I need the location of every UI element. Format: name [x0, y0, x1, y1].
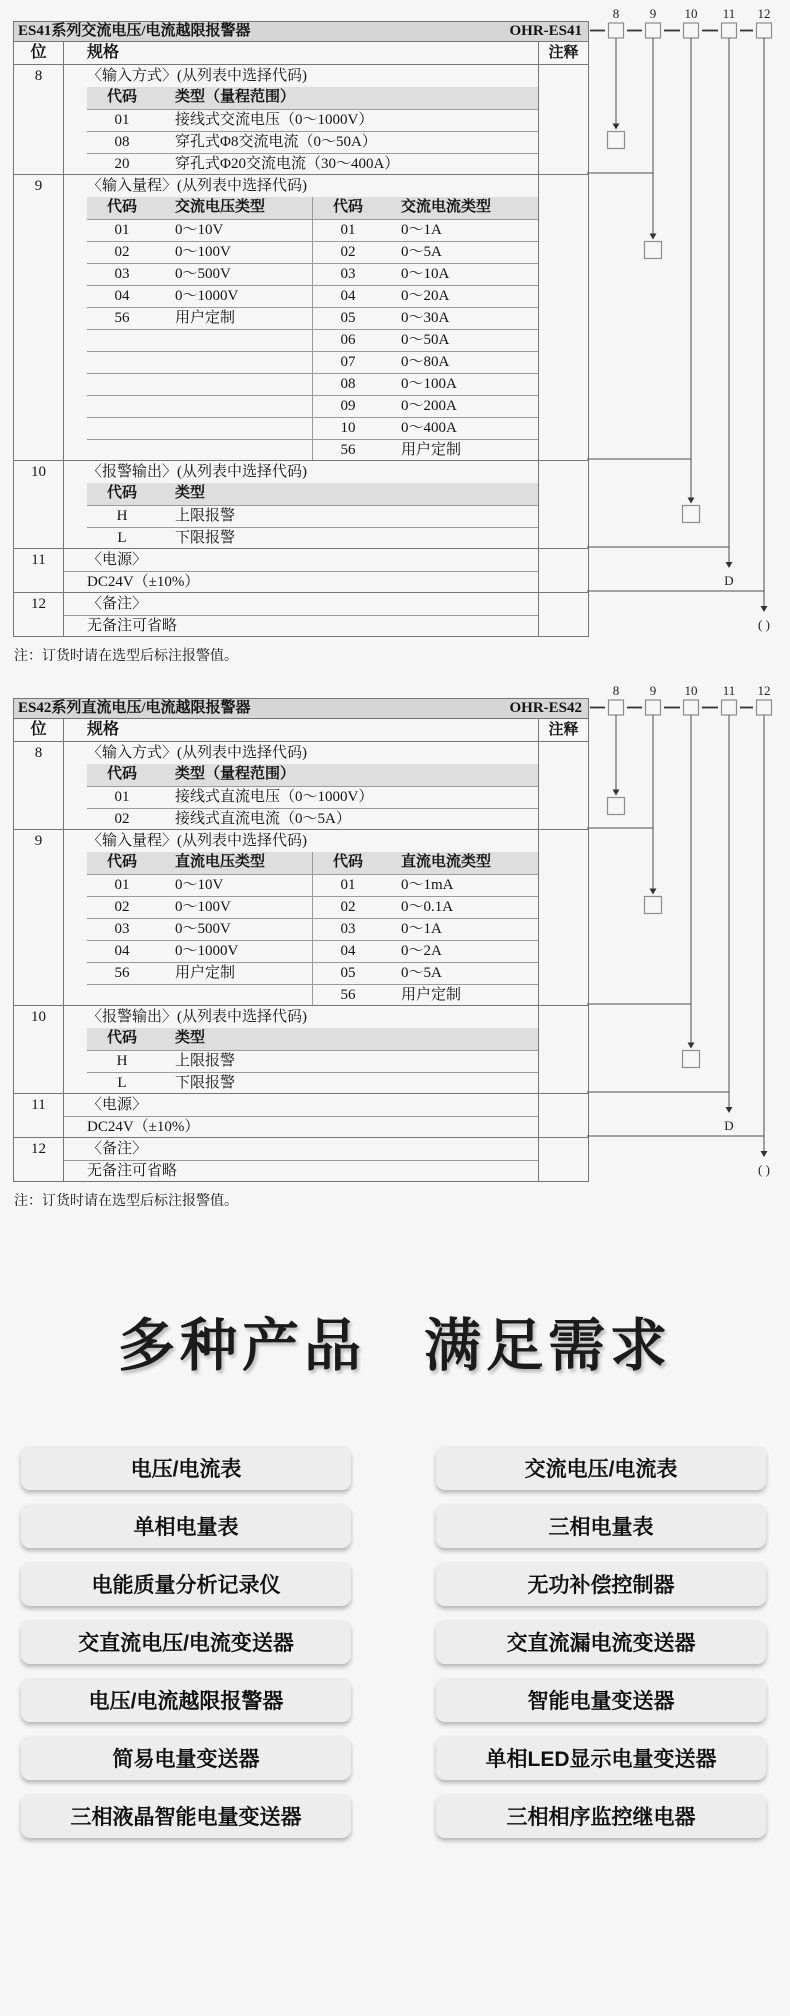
code-cell: 02: [114, 811, 130, 827]
table-model-code: OHR-ES41: [509, 23, 582, 39]
type-cell: 用户定制: [175, 310, 236, 326]
type-cell: 0～5A: [401, 965, 442, 981]
type-header-cell: 类型（量程范围）: [175, 89, 296, 105]
section-pos-number: 10: [14, 461, 64, 548]
code-header-cell: 代码: [106, 766, 137, 782]
code-cell: 10: [340, 420, 356, 436]
product-button[interactable]: 电能质量分析记录仪: [21, 1562, 351, 1606]
type-cell: 接线式直流电流（0～5A）: [175, 811, 351, 827]
section-pos-number: 8: [14, 65, 64, 174]
product-button[interactable]: 交直流漏电流变送器: [436, 1620, 766, 1664]
type-cell: 0～30A: [401, 310, 450, 326]
code-cell: 05: [340, 310, 356, 326]
code-header-cell: 代码: [106, 199, 137, 215]
code-cell: H: [116, 508, 128, 524]
svg-text:8: 8: [612, 6, 620, 21]
code-cell: 01: [114, 877, 130, 893]
code-cell: 08: [114, 134, 130, 150]
svg-text:10: 10: [684, 6, 698, 21]
type-cell: 用户定制: [175, 965, 236, 981]
code-cell: 03: [114, 266, 130, 282]
section-pos-number: 9: [14, 175, 64, 460]
svg-text:D: D: [724, 1118, 734, 1133]
product-button[interactable]: 智能电量变送器: [436, 1678, 766, 1722]
product-button-grid: [21, 1446, 767, 1852]
product-button-row: [21, 1736, 767, 1780]
type-cell: 穿孔式Φ20交流电流（30～400A）: [175, 156, 400, 172]
product-button[interactable]: 三相电量表: [436, 1504, 766, 1548]
product-button[interactable]: 三相液晶智能电量变送器: [21, 1794, 351, 1838]
type-cell: 0～5A: [401, 244, 442, 260]
type-cell: 0～100V: [175, 244, 231, 260]
section-header-label: 〈电源〉: [87, 1097, 148, 1113]
type-cell: 接线式直流电压（0～1000V）: [175, 789, 374, 805]
type-cell: 0～80A: [401, 354, 450, 370]
banner-word-right: 满足需求: [424, 1314, 672, 1378]
type-cell: 上限报警: [175, 508, 236, 524]
code-cell: 03: [340, 266, 356, 282]
type-header-cell: 类型（量程范围）: [175, 766, 296, 782]
column-header-spec: 规格: [64, 42, 539, 64]
table-footnote: 注：订货时请在选型后标注报警值。: [14, 649, 238, 664]
type-cell: 下限报警: [175, 1075, 236, 1091]
product-button[interactable]: 单相LED显示电量变送器: [436, 1736, 766, 1780]
code-cell: 07: [340, 354, 356, 370]
type-cell: 0～400A: [401, 420, 457, 436]
code-header-cell: 代码: [332, 199, 363, 215]
column-header-note: 注释: [548, 722, 579, 738]
plain-value-line: DC24V（±10%）: [64, 1116, 538, 1137]
table-title: ES42系列直流电压/电流越限报警器: [18, 700, 251, 716]
code-cell: 08: [340, 376, 356, 392]
section-header-label: 〈输入方式〉(从列表中选择代码): [87, 745, 307, 761]
type-cell: 穿孔式Φ8交流电流（0～50A）: [175, 134, 377, 150]
code-cell: 02: [340, 244, 356, 260]
code-cell: 01: [114, 112, 130, 128]
type-header-cell: 交流电流类型: [401, 199, 492, 215]
code-cell: 02: [114, 899, 130, 915]
plain-value-line: 无备注可省略: [64, 1160, 538, 1181]
column-header-spec: 规格: [64, 719, 539, 741]
product-button-row: [21, 1562, 767, 1606]
type-cell: 用户定制: [401, 442, 462, 458]
product-button-row: [21, 1678, 767, 1722]
code-cell: 06: [340, 332, 356, 348]
ordering-code-diagram: [0, 680, 790, 1206]
code-cell: 56: [340, 442, 356, 458]
banner-word-left: 多种产品: [118, 1314, 366, 1378]
code-cell: 05: [340, 965, 356, 981]
section-header-label: 〈输入量程〉(从列表中选择代码): [87, 833, 307, 849]
type-cell: 0～1000V: [175, 943, 239, 959]
section-pos-number: 12: [14, 593, 64, 636]
section-pos-number: 11: [14, 549, 64, 592]
column-header-note: 注释: [548, 45, 579, 61]
code-cell: H: [116, 1053, 128, 1069]
product-button[interactable]: 简易电量变送器: [21, 1736, 351, 1780]
svg-text:9: 9: [649, 683, 657, 698]
plain-value-line: DC24V（±10%）: [64, 571, 538, 592]
code-cell: 56: [114, 310, 130, 326]
section-pos-number: 11: [14, 1094, 64, 1137]
svg-text:10: 10: [684, 683, 698, 698]
section-pos-number: 8: [14, 742, 64, 829]
banner-heading: [0, 1285, 790, 1397]
code-cell: L: [117, 1075, 127, 1091]
code-cell: 09: [340, 398, 356, 414]
code-header-cell: 代码: [106, 485, 137, 501]
svg-text:12: 12: [757, 683, 771, 698]
product-button[interactable]: 交直流电压/电流变送器: [21, 1620, 351, 1664]
type-cell: 上限报警: [175, 1053, 236, 1069]
code-cell: 01: [340, 877, 356, 893]
code-header-cell: 代码: [106, 1030, 137, 1046]
code-cell: 03: [340, 921, 356, 937]
svg-text:11: 11: [722, 6, 736, 21]
product-button-row: [21, 1794, 767, 1838]
type-cell: 0～500V: [175, 266, 231, 282]
product-button[interactable]: 三相相序监控继电器: [436, 1794, 766, 1838]
type-cell: 0～10V: [175, 877, 224, 893]
table-footnote: 注：订货时请在选型后标注报警值。: [14, 1194, 238, 1209]
code-cell: 01: [114, 222, 130, 238]
type-header-cell: 类型: [175, 1030, 206, 1046]
type-header-cell: 直流电流类型: [401, 854, 492, 870]
column-header-pos: 位: [14, 42, 64, 64]
product-button[interactable]: 电压/电流越限报警器: [21, 1678, 351, 1722]
product-button[interactable]: 电压/电流表: [21, 1446, 351, 1490]
type-cell: 0～0.1A: [401, 899, 454, 915]
code-cell: 56: [340, 987, 356, 1003]
type-cell: 0～2A: [401, 943, 442, 959]
ordering-code-diagram: [0, 3, 790, 661]
plain-value-line: 无备注可省略: [64, 615, 538, 636]
type-cell: 0～50A: [401, 332, 450, 348]
code-cell: 04: [340, 943, 356, 959]
section-header-label: 〈报警输出〉(从列表中选择代码): [87, 464, 307, 480]
code-cell: 03: [114, 921, 130, 937]
code-cell: 04: [114, 943, 130, 959]
section-header-label: 〈输入量程〉(从列表中选择代码): [87, 178, 307, 194]
svg-text:8: 8: [612, 683, 620, 698]
product-button[interactable]: 无功补偿控制器: [436, 1562, 766, 1606]
table-title: ES41系列交流电压/电流越限报警器: [18, 23, 251, 39]
code-cell: 04: [340, 288, 356, 304]
code-cell: 02: [114, 244, 130, 260]
type-cell: 0～1A: [401, 222, 442, 238]
section-pos-number: 9: [14, 830, 64, 1005]
type-cell: 0～10V: [175, 222, 224, 238]
type-header-cell: 类型: [175, 485, 206, 501]
type-cell: 0～10A: [401, 266, 450, 282]
type-cell: 0～100V: [175, 899, 231, 915]
code-cell: 04: [114, 288, 130, 304]
code-cell: 01: [114, 789, 130, 805]
svg-text:12: 12: [757, 6, 771, 21]
type-cell: 0～200A: [401, 398, 457, 414]
type-cell: 0～500V: [175, 921, 231, 937]
type-cell: 下限报警: [175, 530, 236, 546]
column-header-pos: 位: [14, 719, 64, 741]
section-header-label: 〈输入方式〉(从列表中选择代码): [87, 68, 307, 84]
table-model-code: OHR-ES42: [509, 700, 582, 716]
type-cell: 0～1mA: [401, 877, 454, 893]
type-header-cell: 交流电压类型: [175, 199, 266, 215]
product-button-row: [21, 1446, 767, 1490]
svg-text:D: D: [724, 573, 734, 588]
code-header-cell: 代码: [332, 854, 363, 870]
type-cell: 0～20A: [401, 288, 450, 304]
section-header-label: 〈备注〉: [87, 596, 148, 612]
section-header-label: 〈电源〉: [87, 552, 148, 568]
code-cell: 20: [114, 156, 130, 172]
code-header-cell: 代码: [106, 854, 137, 870]
product-button[interactable]: 交流电压/电流表: [436, 1446, 766, 1490]
type-cell: 接线式交流电压（0～1000V）: [175, 112, 374, 128]
svg-text:11: 11: [722, 683, 736, 698]
code-cell: 02: [340, 899, 356, 915]
type-cell: 0～100A: [401, 376, 457, 392]
svg-text:( ): ( ): [758, 617, 770, 632]
type-cell: 0～1000V: [175, 288, 239, 304]
section-pos-number: 10: [14, 1006, 64, 1093]
product-button-row: [21, 1620, 767, 1664]
code-cell: 01: [340, 222, 356, 238]
svg-text:( ): ( ): [758, 1162, 770, 1177]
code-cell: 56: [114, 965, 130, 981]
code-header-cell: 代码: [106, 89, 137, 105]
type-header-cell: 直流电压类型: [175, 854, 266, 870]
product-button[interactable]: 单相电量表: [21, 1504, 351, 1548]
type-cell: 用户定制: [401, 987, 462, 1003]
section-header-label: 〈报警输出〉(从列表中选择代码): [87, 1009, 307, 1025]
type-cell: 0～1A: [401, 921, 442, 937]
code-cell: L: [117, 530, 127, 546]
section-header-label: 〈备注〉: [87, 1141, 148, 1157]
section-pos-number: 12: [14, 1138, 64, 1181]
product-button-row: [21, 1504, 767, 1548]
svg-text:9: 9: [649, 6, 657, 21]
